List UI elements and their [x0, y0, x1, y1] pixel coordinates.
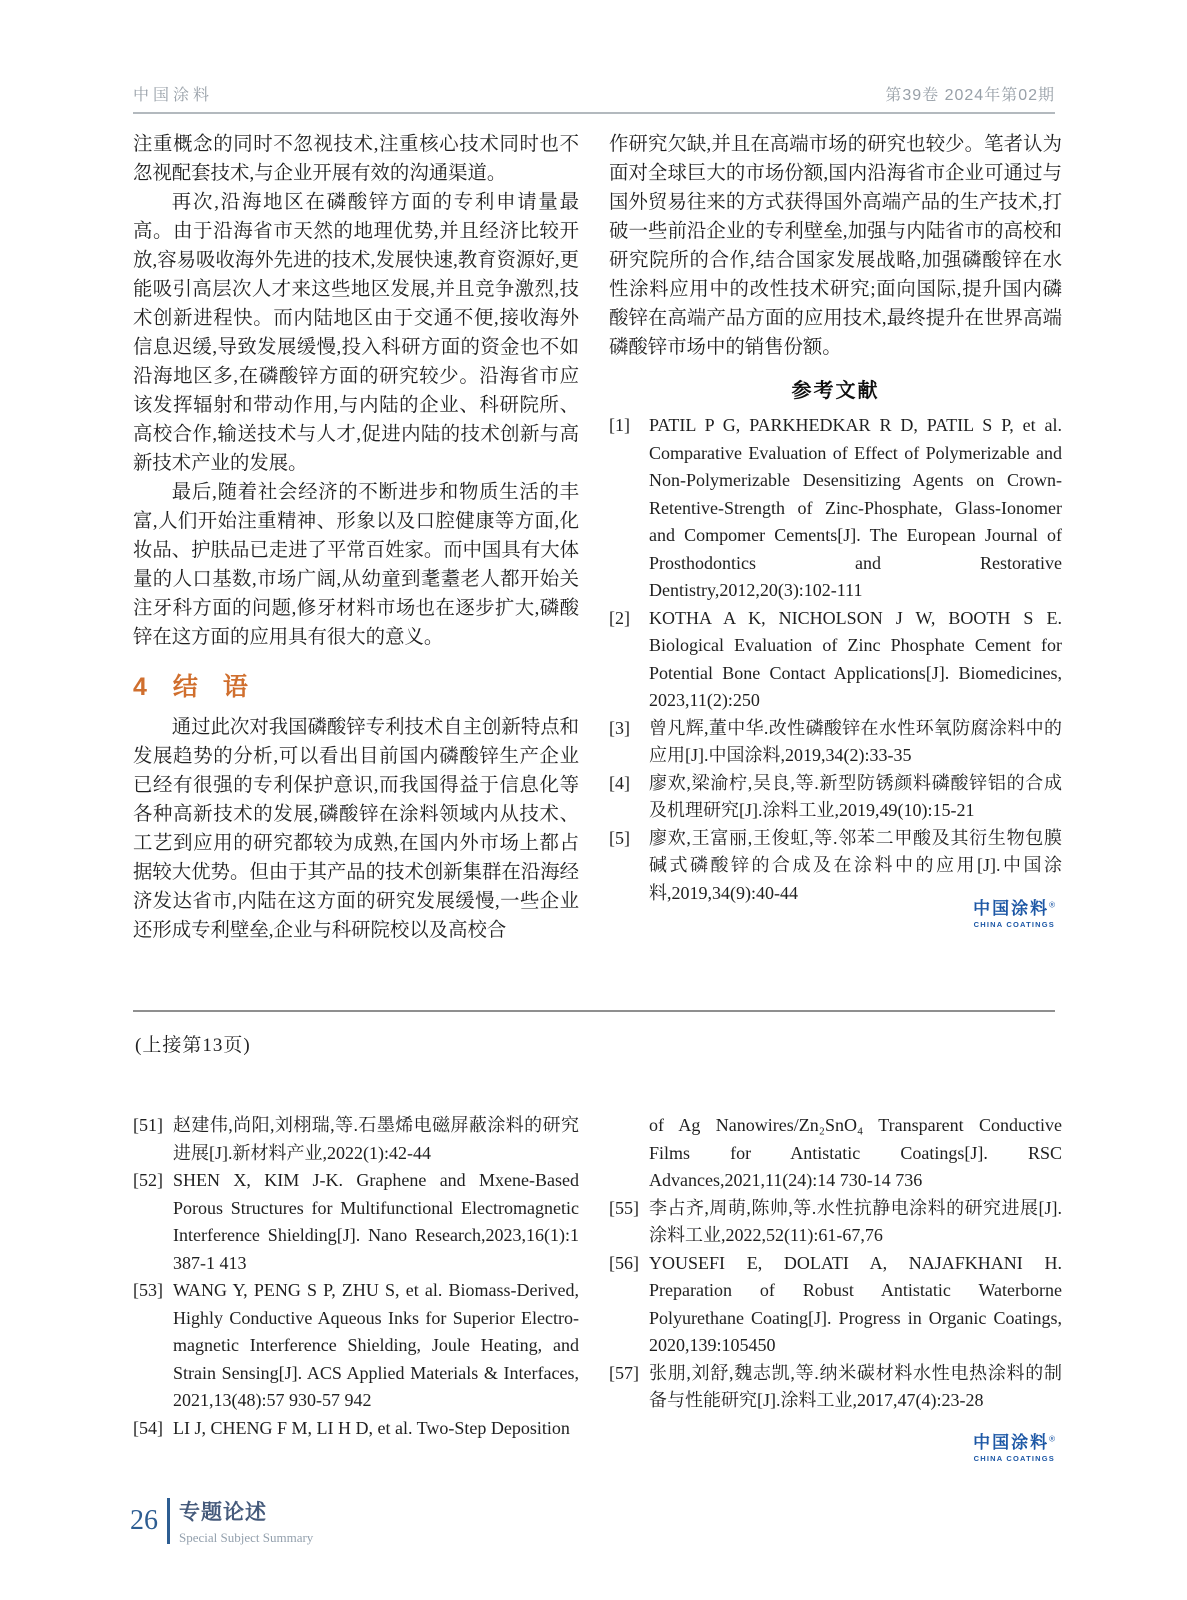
reference-text: 曾凡辉,董中华.改性磷酸锌在水性环氧防腐涂料中的应用[J].中国涂料,2019,34(2):33-35 — [649, 717, 1062, 765]
reference-item — [133, 1277, 579, 1415]
reference-text: 赵建伟,尚阳,刘栩瑞,等.石墨烯电磁屏蔽涂料的研究进展[J].新材料产业,2022(1):42-44 — [173, 1115, 579, 1163]
registered-mark-icon: ® — [1049, 900, 1055, 910]
reference-list — [609, 1112, 1062, 1415]
reference-number: [51] — [133, 1115, 163, 1135]
paragraph: 再次,沿海地区在磷酸锌方面的专利申请量最高。由于沿海省市天然的地理优势,并且经济比较开放,容易吸收海外先进的技术,发展快速,教育资源好,更能吸引高层次人才来这些地区发展,并且竞争激烈,技术创新进程快。而内陆地区由于交通不便,接收海外信息迟缓,导致发展缓慢,投入科研方面的资金也不如沿海地区多,在磷酸锌方面的研究较少。沿海省市应该发挥辐射和带动作用,与内陆的企业、科研院所、高校合作,输送技术与人才,促进内陆的技术创新与高新技术产业的发展。 — [133, 192, 579, 474]
reference-item — [609, 770, 1062, 825]
reference-text: of Ag Nanowires/Zn₂SnO₄ Transparent Conductive Films for Antistatic Coatings[J]. RSC Advances,2021,11(24):14 730-14 736 — [649, 1115, 1062, 1190]
reference-item — [609, 605, 1062, 715]
logo-title: 中国涂料 — [973, 899, 1050, 918]
china-coatings-logo — [923, 1434, 1055, 1463]
reference-item — [133, 1167, 579, 1277]
paragraph: 注重概念的同时不忽视技术,注重核心技术同时也不忽视配套技术,与企业开展有效的沟通渠道。 — [133, 134, 579, 184]
section-title: 结 语 — [172, 673, 248, 701]
reference-number: [2] — [609, 607, 630, 628]
reference-number: [56] — [609, 1252, 639, 1273]
logo-title: 中国涂料 — [973, 1433, 1050, 1452]
section-divider — [133, 1010, 1055, 1012]
issue-info: 第39卷 2024年第02期 — [885, 87, 1055, 104]
section-heading — [133, 667, 579, 703]
reference-number: [52] — [133, 1170, 163, 1190]
reference-number: [57] — [609, 1362, 639, 1383]
reference-text: PATIL P G, PARKHEDKAR R D, PATIL S P, et al. Comparative Evaluation of Effect of Polymerizable and Non-Polymerizable Desensitizing Agents on Crown-Retentive-Strength of Zinc-Phosphate, Glass-Ionomer and Compomer Cements[J]. The European Journal of Prosthodontics and Restorative Dentistry,2012,20(3):102-111 — [649, 415, 1062, 600]
main-column-right — [609, 130, 1062, 907]
reference-text: 廖欢,梁渝柠,吴良,等.新型防锈颜料磷酸锌铝的合成及机理研究[J].涂料工业,2019,49(10):15-21 — [649, 772, 1062, 820]
footer-text — [179, 1496, 313, 1546]
paragraph: 最后,随着社会经济的不断进步和物质生活的丰富,人们开始注重精神、形象以及口腔健康等方面,化妆品、护肤品已走进了平常百姓家。而中国具有大体量的人口基数,市场广阔,从幼童到耄耋老人都开始关注牙科方面的问题,修牙材料市场也在逐步扩大,磷酸锌在这方面的应用具有很大的意义。 — [133, 482, 579, 648]
reference-number: [3] — [609, 717, 630, 738]
continuation-note: (上接第13页) — [135, 1035, 251, 1056]
reference-number: [55] — [609, 1197, 639, 1218]
footer-column-subtitle: Special Subject Summary — [179, 1530, 314, 1545]
section-number: 4 — [133, 673, 147, 701]
page-header — [133, 82, 1055, 114]
logo-subtitle: CHINA COATINGS — [973, 1454, 1055, 1463]
reference-list — [133, 1112, 579, 1442]
reference-text: LI J, CHENG F M, LI H D, et al. Two-Step Deposition — [173, 1417, 570, 1438]
reference-text: SHEN X, KIM J-K. Graphene and Mxene-Based Porous Structures for Multifunctional Electromagnetic Interference Shielding[J]. Nano Research,2023,16(1):1 387-1 413 — [173, 1170, 579, 1273]
section-paragraphs — [133, 713, 579, 945]
journal-name: 中国涂料 — [133, 87, 214, 104]
continuation-column-left — [133, 1112, 579, 1442]
paragraph: 通过此次对我国磷酸锌专利技术自主创新特点和发展趋势的分析,可以看出目前国内磷酸锌生产企业已经有很强的专利保护意识,而我国得益于信息化等各种高新技术的发展,磷酸锌在涂料领域内从技术、工艺到应用的研究都较为成熟,在国内外市场上都占据较大优势。但由于其产品的技术创新集群在沿海经济发达省市,内陆在这方面的研究发展缓慢,一些企业还形成专利壁垒,企业与科研院校以及高校合 — [133, 717, 579, 941]
logo-subtitle: CHINA COATINGS — [973, 920, 1055, 929]
reference-text: KOTHA A K, NICHOLSON J W, BOOTH S E. Biological Evaluation of Zinc Phosphate Cement for Potential Bone Contact Applications[J]. Biomedicines, 2023,11(2):250 — [649, 607, 1062, 710]
reference-number: [5] — [609, 827, 630, 848]
reference-item — [609, 825, 1062, 908]
reference-item — [133, 1112, 579, 1167]
footer-column-title: 专题论述 — [179, 1501, 267, 1524]
reference-text: YOUSEFI E, DOLATI A, NAJAFKHANI H. Preparation of Robust Antistatic Waterborne Polyurethane Coating[J]. Progress in Organic Coatings, 2020,139:105450 — [649, 1252, 1062, 1355]
main-column-left — [133, 130, 579, 945]
reference-number: [4] — [609, 772, 630, 793]
page-footer — [130, 1496, 313, 1546]
body-paragraphs — [133, 130, 579, 652]
paragraph: 作研究欠缺,并且在高端市场的研究也较少。笔者认为面对全球巨大的市场份额,国内沿海省市企业可通过与国外贸易往来的方式获得国外高端产品的生产技术,打破一些前沿企业的专利壁垒,加强与内陆省市的高校和研究院所的合作,结合国家发展战略,加强磷酸锌在水性涂料应用中的改性技术研究;面向国际,提升国内磷酸锌在高端产品方面的应用技术,最终提升在世界高端磷酸锌市场中的销售份额。 — [609, 134, 1062, 358]
references-title: 参考文献 — [791, 380, 880, 402]
reference-item — [609, 1250, 1062, 1360]
reference-text: 张朋,刘舒,魏志凯,等.纳米碳材料水性电热涂料的制备与性能研究[J].涂料工业,2017,47(4):23-28 — [649, 1362, 1062, 1410]
reference-item — [609, 715, 1062, 770]
reference-item — [609, 1195, 1062, 1250]
footer-bar — [167, 1498, 170, 1544]
reference-number: [53] — [133, 1280, 163, 1300]
china-coatings-logo — [923, 900, 1055, 929]
continuation-column-right — [609, 1112, 1062, 1415]
reference-number: [1] — [609, 415, 630, 435]
reference-text: 李占齐,周萌,陈帅,等.水性抗静电涂料的研究进展[J].涂料工业,2022,52(11):61-67,76 — [649, 1197, 1062, 1245]
reference-number: [54] — [133, 1417, 163, 1438]
reference-item — [133, 1415, 579, 1443]
registered-mark-icon: ® — [1049, 1434, 1055, 1444]
reference-item — [609, 412, 1062, 605]
reference-text: WANG Y, PENG S P, ZHU S, et al. Biomass-Derived, Highly Conductive Aqueous Inks for Superior Electro-magnetic Interference Shielding, Joule Heating, and Strain Sensing[J]. ACS Applied Materials & Interfaces, 2021,13(48):57 930-57 942 — [173, 1280, 579, 1410]
reference-item — [609, 1112, 1062, 1195]
reference-text: 廖欢,王富丽,王俊虹,等.邻苯二甲酸及其衍生物包膜碱式磷酸锌的合成及在涂料中的应用[J].中国涂料,2019,34(9):40-44 — [649, 827, 1062, 903]
page-number: 26 — [130, 1505, 158, 1536]
reference-item — [609, 1360, 1062, 1415]
reference-list — [609, 412, 1062, 907]
